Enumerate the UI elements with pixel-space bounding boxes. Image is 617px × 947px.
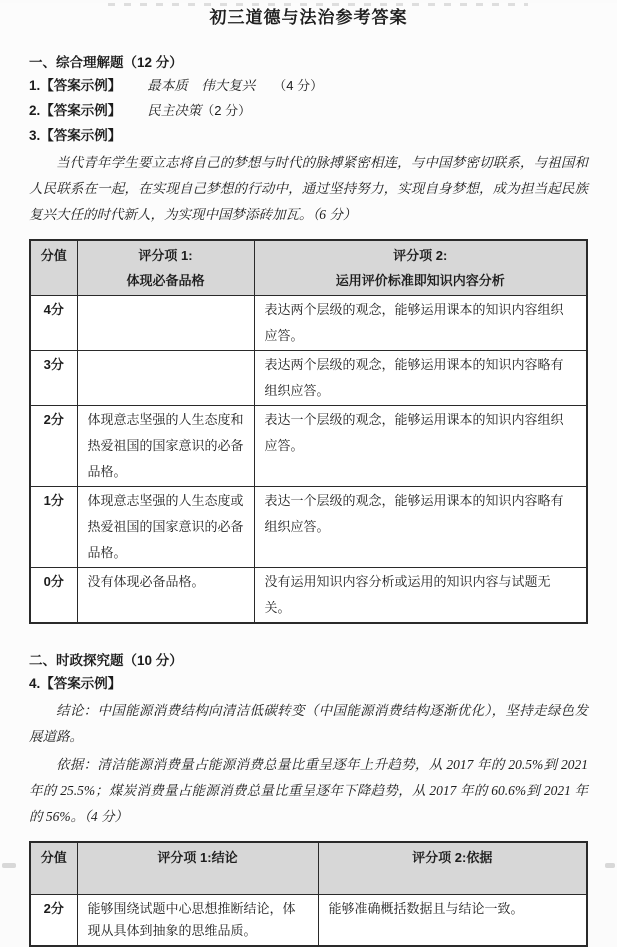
table2-header-criterion2: 评分项 2:依据: [318, 842, 587, 894]
answer-line-q4: [29, 671, 588, 696]
scan-artifact: [605, 863, 615, 868]
score-cell: 1分: [30, 487, 77, 568]
criterion1-cell: 没有体现必备品格。: [77, 568, 254, 624]
criterion1-cell: [77, 296, 254, 351]
q1-score: （4 分）: [273, 78, 324, 93]
table2-header-criterion1: 评分项 1:结论: [77, 842, 318, 894]
q4-basis-paragraph: 依据：清洁能源消费量占能源消费总量比重呈逐年上升趋势，从 2017 年的 20.5%到 2021 年的 25.5%；煤炭消费量占能源消费总量比重呈逐年下降趋势，从 2017 年的 60.6%到 2021 年的 56%。（4 分）: [29, 757, 588, 824]
criterion2-cell: 表达一个层级的观念，能够运用课本的知识内容略有组织应答。: [254, 487, 587, 568]
score-cell: 3分: [30, 351, 77, 406]
rubric-table-1: [29, 239, 588, 624]
table-row: [30, 568, 587, 624]
q4-conclusion-paragraph: 结论：中国能源消费结构向清洁低碳转变（中国能源消费结构逐渐优化），坚持走绿色发展道路。: [29, 703, 588, 744]
table-row: [30, 351, 587, 406]
page-title: 初三道德与法治参考答案: [209, 8, 408, 27]
table1-header-criterion2-line2: 运用评价标准即知识内容分析: [335, 273, 505, 288]
table1-header-row: [30, 240, 587, 296]
score-cell: 2分: [30, 894, 77, 946]
q2-score: （2 分）: [201, 103, 252, 118]
answer-line-q3: [29, 123, 588, 148]
cutoff-text-remnant: [108, 3, 528, 6]
table-row: [30, 406, 587, 487]
scan-artifact: [2, 863, 16, 868]
table1-header-criterion1-line1: 评分项 1:: [138, 248, 193, 263]
answer-line-q2: [29, 98, 588, 123]
criterion2-cell: 表达两个层级的观念，能够运用课本的知识内容组织应答。: [254, 296, 587, 351]
table1-header-criterion2-line1: 评分项 2:: [393, 248, 448, 263]
table-row: [30, 296, 587, 351]
q1-label: 1.【答案示例】: [29, 78, 122, 93]
table-row: [30, 894, 587, 946]
table1-header-criterion1-line2: 体现必备品格: [126, 273, 205, 288]
table1-header-criterion2: [254, 240, 587, 296]
criterion1-cell: 体现意志坚强的人生态度或热爱祖国的国家意识的必备品格。: [77, 487, 254, 568]
score-cell: 0分: [30, 568, 77, 624]
q2-label: 2.【答案示例】: [29, 103, 122, 118]
score-cell: 4分: [30, 296, 77, 351]
table2-header-score: 分值: [30, 842, 77, 894]
criterion1-cell: 能够围绕试题中心思想推断结论，体现从具体到抽象的思维品质。: [77, 894, 318, 946]
table1-header-score: 分值: [30, 240, 77, 296]
table2-header-row: [30, 842, 587, 894]
criterion2-cell: 表达两个层级的观念，能够运用课本的知识内容略有组织应答。: [254, 351, 587, 406]
q3-answer-paragraph: 当代青年学生要立志将自己的梦想与时代的脉搏紧密相连，与中国梦密切联系，与祖国和人民联系在一起，在实现自己梦想的行动中，通过坚持努力，实现自身梦想，成为担当起民族复兴大任的时代新人，为实现中国梦添砖加瓦。（6 分）: [29, 155, 588, 222]
criterion2-cell: 能够准确概括数据且与结论一致。: [318, 894, 587, 946]
table-row: [30, 487, 587, 568]
score-cell: 2分: [30, 406, 77, 487]
criterion2-cell: 没有运用知识内容分析或运用的知识内容与试题无关。: [254, 568, 587, 624]
section-2-heading: 二、时政探究题（10 分）: [29, 653, 183, 668]
criterion2-cell: 表达一个层级的观念，能够运用课本的知识内容组织应答。: [254, 406, 587, 487]
rubric-table-2: [29, 841, 588, 947]
criterion1-cell: [77, 351, 254, 406]
document-page: [0, 3, 617, 938]
q1-answer: 最本质 伟大复兴: [147, 78, 256, 93]
q2-answer: 民主决策: [147, 103, 202, 118]
section-1-heading: 一、综合理解题（12 分）: [29, 55, 183, 70]
q3-label: 3.【答案示例】: [29, 128, 122, 143]
criterion1-cell: 体现意志坚强的人生态度和热爱祖国的国家意识的必备品格。: [77, 406, 254, 487]
answer-line-q1: [29, 73, 588, 98]
table1-header-criterion1: [77, 240, 254, 296]
q4-label: 4.【答案示例】: [29, 676, 122, 691]
